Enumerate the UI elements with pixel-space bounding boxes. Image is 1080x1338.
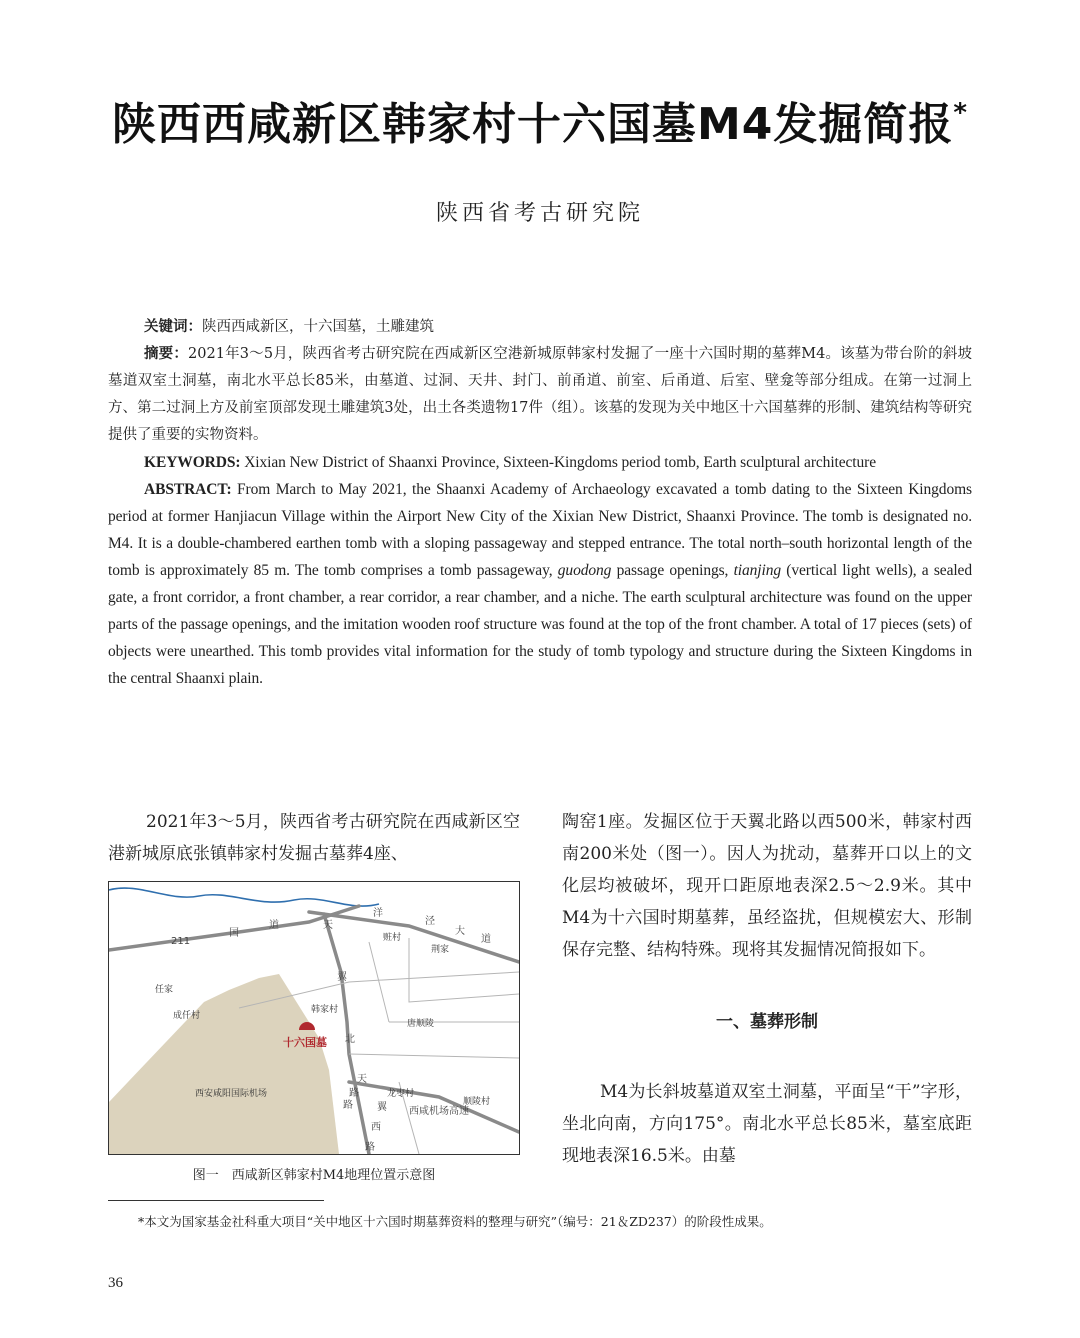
keywords-en-label: KEYWORDS: <box>144 454 241 471</box>
abstract-en-label: ABSTRACT: <box>144 481 232 498</box>
body-paragraph-intro: 2021年3～5月，陕西省考古研究院在西咸新区空港新城原底张镇韩家村发掘古墓葬4座、 <box>108 812 520 864</box>
abstract-en-text-3: (vertical light wells), a sealed gate, a front corridor, a front chamber, a rear corridor, a rear chamber, and a niche. The earth sculptural architecture was found on the upper parts of the passage openings, and the imitation wooden roof structure was found at the top of the front chamber. A total of 17 pieces (sets) of objects were unearthed. This tomb provides vital information for the study of tomb typology and structure during the Sixteen Kingdoms in the central Shaanxi plain. <box>108 562 972 687</box>
page-number: 36 <box>108 1275 123 1291</box>
figure-caption: 图一 西咸新区韩家村M4地理位置示意图 <box>192 1168 436 1183</box>
abstract-en-italic-tianjing: tianjing <box>733 562 782 579</box>
label-lu3: 路 <box>365 1142 375 1153</box>
label-tian2: 天 <box>357 1074 367 1085</box>
label-yang: 洋 <box>373 908 383 919</box>
label-airport: 西安咸阳国际机场 <box>195 1089 268 1099</box>
footnote-divider <box>108 1200 324 1201</box>
label-yi: 翼 <box>337 972 347 983</box>
label-ren-jia: 任家 <box>155 985 174 995</box>
label-dao2: 道 <box>481 934 491 945</box>
location-map-figure <box>108 881 520 1155</box>
abstract-zh-label: 摘要： <box>144 346 189 362</box>
abstract-en-italic-guodong: guodong <box>557 562 612 579</box>
title-footnote-mark: * <box>953 98 968 128</box>
author: 陕西省考古研究院 <box>435 201 644 226</box>
label-cheng-ren-cun: 成仟村 <box>173 1011 201 1021</box>
label-lu2: 路 <box>343 1100 353 1111</box>
label-shi-liu-guo-mu: 十六国墓 <box>283 1036 327 1049</box>
footnote: *本文为国家基金社科重大项目“关中地区十六国时期墓葬资料的整理与研究”（编号：21＆ZD237）的阶段性成果。 <box>138 1214 772 1229</box>
keywords-en-text: Xixian New District of Shaanxi Province, Sixteen-Kingdoms period tomb, Earth sculptural architecture <box>240 454 876 471</box>
label-yi2: 翼 <box>377 1102 387 1113</box>
label-han-jia-cun: 韩家村 <box>311 1005 339 1015</box>
abstract-block <box>108 314 972 692</box>
abstract-zh <box>108 341 972 449</box>
label-lu: 路 <box>349 1088 359 1099</box>
article-title: 陕西西咸新区韩家村十六国墓M4发掘简报* <box>111 98 968 150</box>
label-bei: 北 <box>345 1034 355 1045</box>
label-zhuang-cun: 赃村 <box>383 933 402 943</box>
keywords-zh <box>108 314 972 341</box>
abstract-zh-text: 2021年3～5月，陕西省考古研究院在西咸新区空港新城原韩家村发掘了一座十六国时期的墓葬M4。该墓为带台阶的斜坡墓道双室土洞墓，南北水平总长85米，由墓道、过洞、天井、封门、前甬道、前室、后甬道、后室、壁龛等部分组成。在第一过洞上方、第二过洞上方及前室顶部发现土雕建筑3处，出土各类遗物17件（组）。该墓的发现为关中地区十六国墓葬的形制、建筑结构等研究提供了重要的实物资料。 <box>108 346 973 443</box>
section-heading: 一、墓葬形制 <box>716 1012 818 1032</box>
river-line <box>109 888 379 906</box>
label-long-zao-cun: 龙枣村 <box>387 1089 415 1099</box>
abstract-en-text-2: passage openings, <box>611 562 734 579</box>
label-shun-ling-cun: 顺陵村 <box>463 1097 491 1107</box>
abstract-en <box>108 476 972 692</box>
keywords-zh-label: 关键词： <box>144 319 202 335</box>
abstract-en-text-1: From March to May 2021, the Shaanxi Academy of Archaeology excavated a tomb dating to the Sixteen Kingdoms period at former Hanjiacun Village within the Airport New City of the Xixian New District, Shaanxi Province. The tomb is designated no. M4. It is a double-chambered earthen tomb with a sloping passageway and stepped entrance. The total north–south horizontal length of the tomb is approximately 85 m. The tomb comprises a tomb passageway, <box>108 481 972 579</box>
location-map <box>109 882 519 1154</box>
label-tang-shun-ling: 唐顺陵 <box>407 1019 435 1029</box>
label-dao: 道 <box>269 920 279 931</box>
label-road-211: 211 <box>171 936 191 947</box>
body-paragraph-continued: 陶窑1座。发掘区位于天翼北路以西500米，韩家村西南200米处（图一）。因人为扰动，墓葬开口以上的文化层均被破坏，现开口距原地表深2.5～2.9米。其中M4为十六国时期墓葬，虽经盗扰，但规模宏大、形制保存完整、结构特殊。现将其发掘情况简报如下。 <box>562 812 972 960</box>
label-da: 大 <box>455 926 465 937</box>
label-xi-xian-road: 西咸机场高速 <box>409 1106 469 1117</box>
keywords-zh-text: 陕西西咸新区，十六国墓，土雕建筑 <box>202 319 434 335</box>
label-jing: 泾 <box>425 916 435 927</box>
label-tian: 天 <box>323 920 333 931</box>
label-xi2: 西 <box>371 1122 381 1133</box>
label-guo: 国 <box>229 928 239 939</box>
keywords-en <box>108 449 972 476</box>
body-paragraph-form: M4为长斜坡墓道双室土洞墓，平面呈“干”字形，坐北向南，方向175°。南北水平总长85米，墓室底距现地表深16.5米。由墓 <box>562 1082 972 1166</box>
label-xing-jia: 荆家 <box>431 945 450 955</box>
body-column-left <box>108 806 520 870</box>
body-column-right <box>562 806 972 1172</box>
airport-area <box>109 974 339 1154</box>
